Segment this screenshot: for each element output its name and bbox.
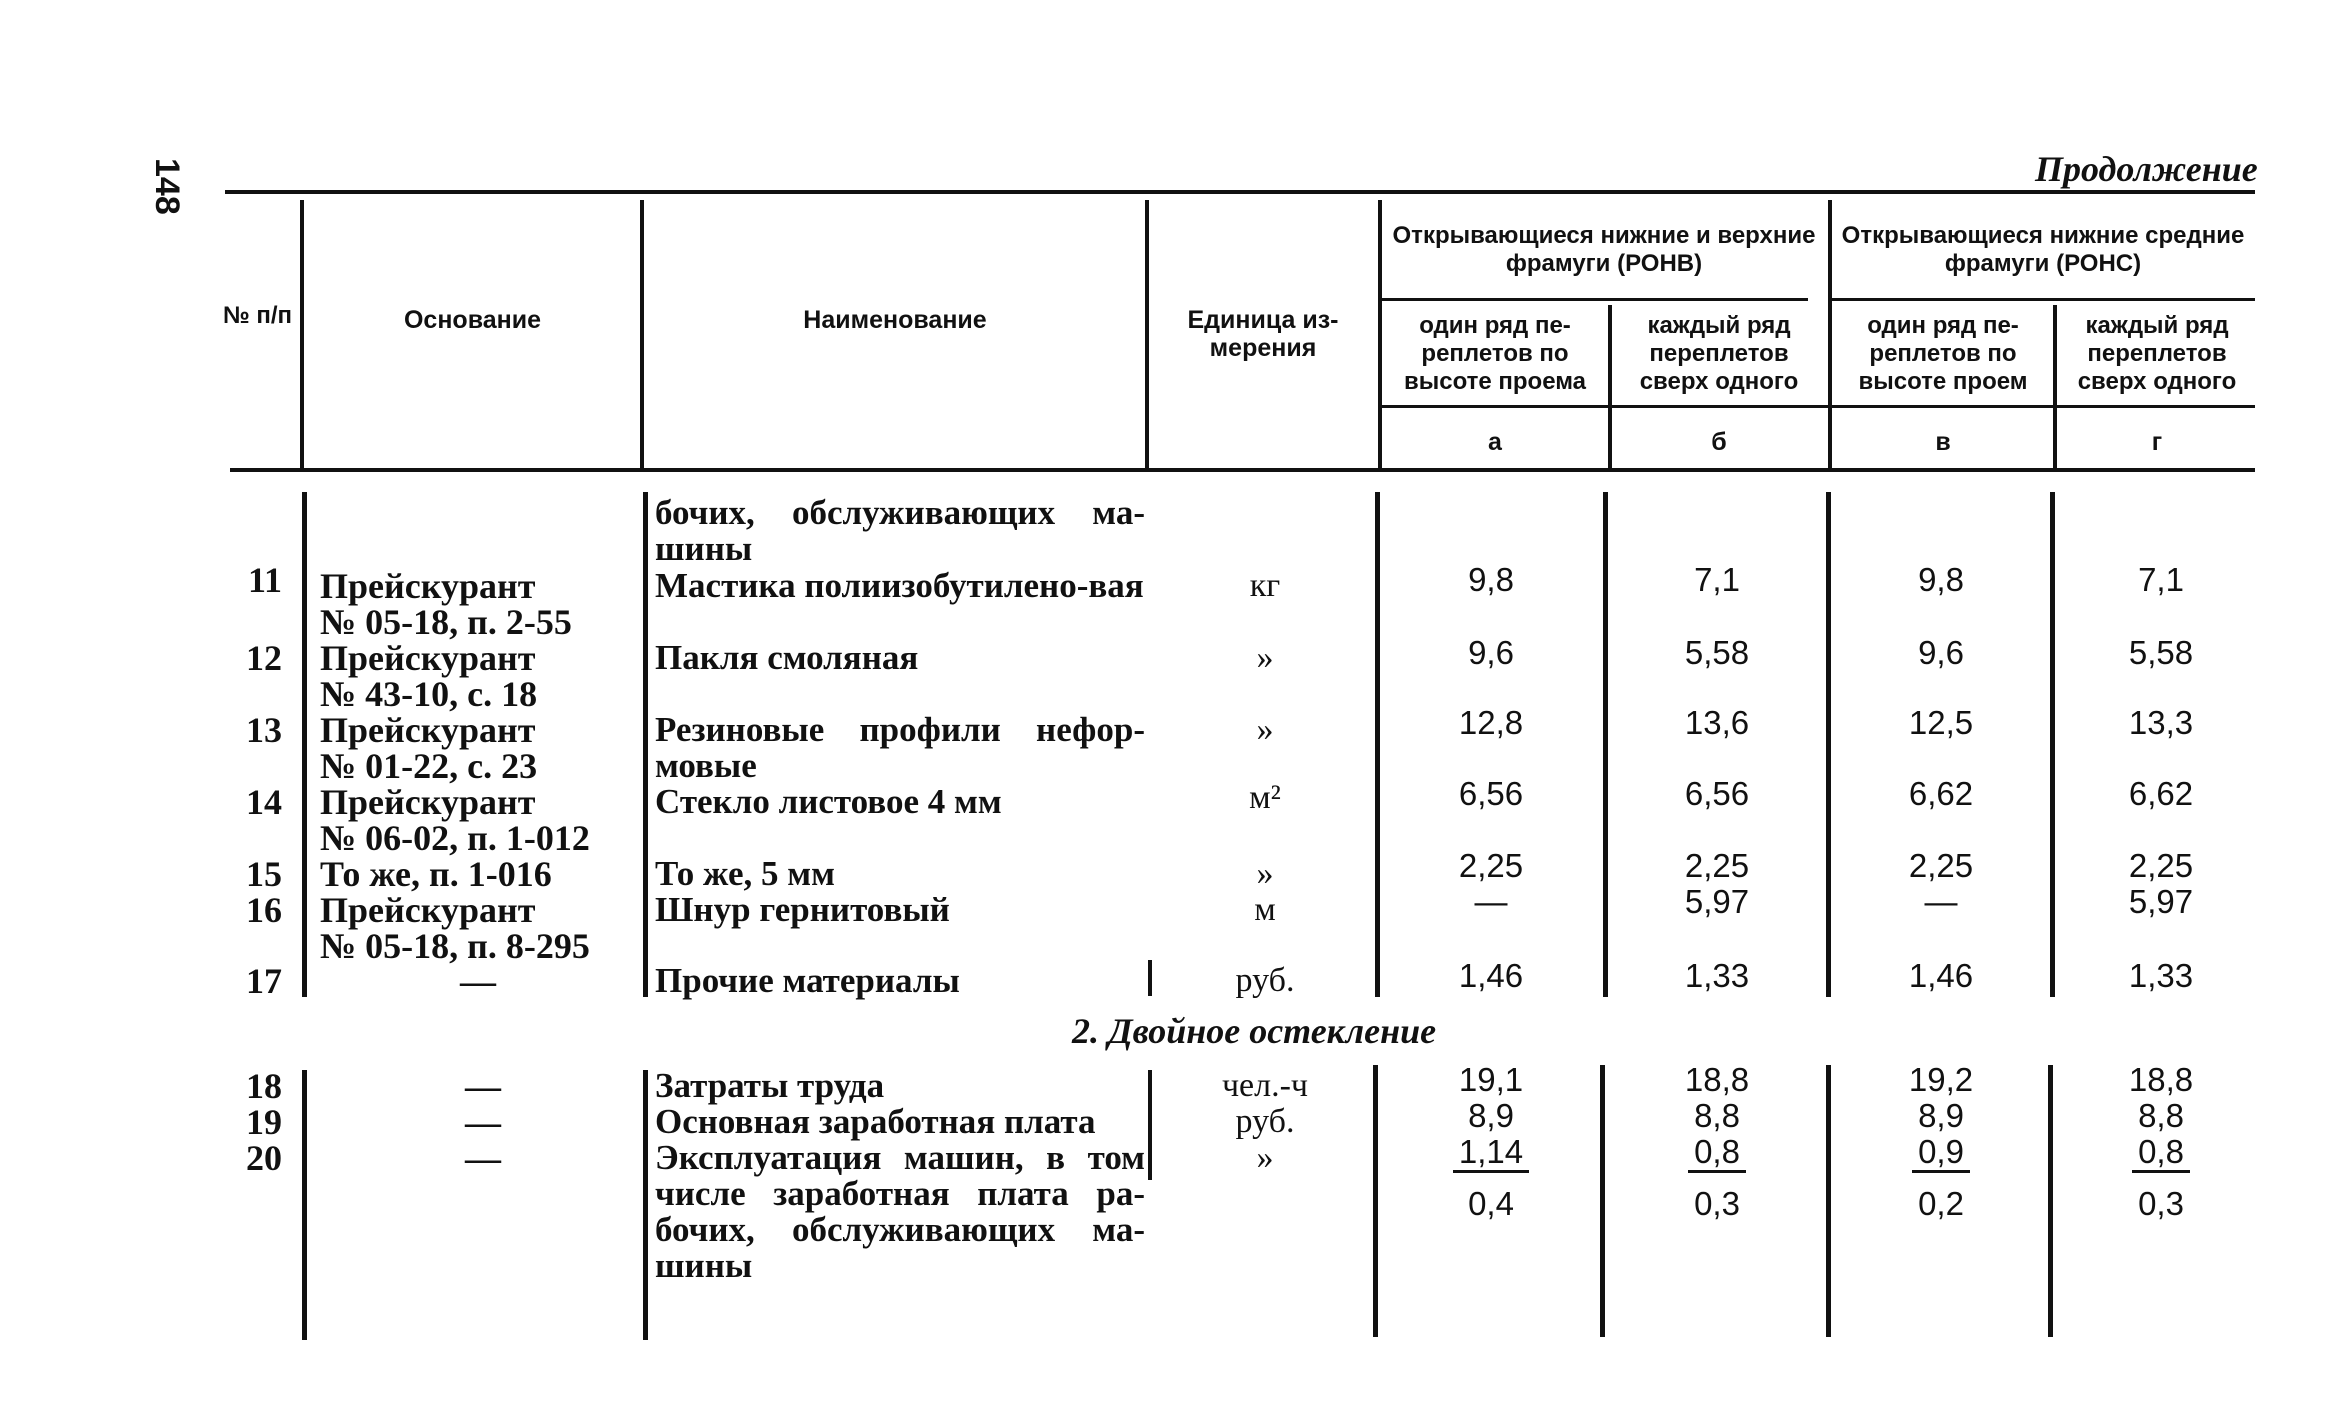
- value-c: 9,8: [1918, 561, 1964, 598]
- row-number: 13: [246, 710, 282, 750]
- body-divider: [2050, 492, 2055, 997]
- value-b: 13,6: [1684, 704, 1750, 741]
- top-rule: [225, 190, 2255, 194]
- value-b: 18,8: [1684, 1061, 1750, 1098]
- value-b: 2,25: [1684, 847, 1750, 884]
- header-naimenovanie: Наименование: [803, 306, 987, 334]
- row-osnovanie: —: [465, 1102, 501, 1142]
- row-number: 16: [246, 890, 282, 930]
- header-col-b: б: [1711, 428, 1727, 456]
- value-a: 6,56: [1458, 775, 1524, 812]
- row-number: 12: [246, 638, 282, 678]
- body-divider: [302, 1070, 307, 1340]
- row-osnovanie-ref: № 01-22, с. 23: [320, 746, 538, 786]
- value-a-denominator: 0,4: [1468, 1185, 1514, 1222]
- value-b-denominator: 0,3: [1694, 1185, 1740, 1222]
- row-name: Основная заработная плата: [655, 1102, 1096, 1141]
- header-col-c: в: [1935, 428, 1951, 456]
- row-unit: чел.-ч: [1221, 1067, 1309, 1104]
- header-bottom-rule: [230, 468, 2255, 472]
- value-d: 7,1: [2138, 561, 2184, 598]
- row-number: 17: [246, 961, 282, 1001]
- row-unit: »: [1256, 711, 1274, 748]
- body-divider: [1603, 492, 1608, 997]
- value-c: 12,5: [1908, 704, 1974, 741]
- body-divider: [1826, 1065, 1831, 1337]
- row-unit: руб.: [1235, 962, 1295, 999]
- row-name: Шнур гернитовый: [655, 890, 950, 929]
- header-divider: [300, 200, 304, 468]
- header-sub-c: один ряд пе-реплетов по высоте проем: [1858, 312, 2028, 395]
- header-sub-rule: [1832, 298, 2255, 301]
- value-a: 12,8: [1458, 704, 1524, 741]
- value-b: 1,33: [1684, 957, 1750, 994]
- header-sub-b: каждый ряд переплетов сверх одного: [1639, 312, 1799, 395]
- value-b: 5,58: [1684, 634, 1750, 671]
- row-osnovanie: Прейскурант: [320, 710, 536, 750]
- row-osnovanie: Прейскурант: [320, 782, 536, 822]
- section-title: 2. Двойное остекление: [1072, 1011, 1437, 1051]
- value-c: —: [1924, 883, 1958, 920]
- row-osnovanie: Прейскурант: [320, 566, 536, 606]
- row-name: Прочие материалы: [655, 961, 960, 1000]
- body-divider: [643, 492, 648, 997]
- value-d-denominator: 0,3: [2138, 1185, 2184, 1222]
- row-name: Стекло листовое 4 мм: [655, 782, 1002, 821]
- row-unit: »: [1256, 639, 1274, 676]
- value-d-top: 0,8: [2132, 1134, 2190, 1173]
- row-osnovanie: —: [460, 961, 496, 1001]
- value-b-numerator: [1642, 1134, 1792, 1173]
- value-a: 19,1: [1458, 1061, 1524, 1098]
- row-number: 14: [246, 782, 282, 822]
- value-c: 8,9: [1918, 1097, 1964, 1134]
- value-a-numerator: [1416, 1134, 1566, 1173]
- row-number: 20: [246, 1138, 282, 1178]
- value-c-denominator: 0,2: [1918, 1185, 1964, 1222]
- row-osnovanie-ref: № 43-10, с. 18: [320, 674, 538, 714]
- row-osnovanie: Прейскурант: [320, 638, 536, 678]
- row-osnovanie-ref: № 05-18, п. 2-55: [320, 602, 572, 642]
- body-divider: [643, 1070, 648, 1340]
- value-b: 7,1: [1694, 561, 1740, 598]
- row-name: Пакля смоляная: [655, 638, 919, 677]
- header-sub-rule: [1382, 405, 2255, 408]
- value-b-top: 0,8: [1688, 1134, 1746, 1173]
- value-d: 18,8: [2128, 1061, 2194, 1098]
- value-d-numerator: [2086, 1134, 2236, 1173]
- body-divider: [2048, 1065, 2053, 1337]
- body-divider: [302, 492, 307, 997]
- value-c: 6,62: [1908, 775, 1974, 812]
- header-sub-a: один ряд пе-реплетов по высоте проема: [1403, 312, 1587, 395]
- header-group-rons: Открывающиеся нижние средние фрамуги (РОНС): [1841, 222, 2245, 277]
- carry-text: бочих, обслуживающих ма-шины: [655, 493, 1145, 568]
- row-name: Мастика полиизобутилено-вая: [655, 566, 1144, 605]
- row-number: 18: [246, 1066, 282, 1106]
- header-col-a: а: [1488, 428, 1502, 456]
- header-divider: [1608, 305, 1612, 468]
- header-divider: [2053, 305, 2057, 468]
- value-d: 1,33: [2128, 957, 2194, 994]
- value-c-top: 0,9: [1912, 1134, 1970, 1173]
- header-num: № п/п: [222, 302, 293, 329]
- value-b: 6,56: [1684, 775, 1750, 812]
- value-b: 8,8: [1694, 1097, 1740, 1134]
- header-sub-rule: [1382, 298, 1808, 301]
- row-osnovanie: То же, п. 1-016: [320, 854, 552, 894]
- value-c-numerator: [1866, 1134, 2016, 1173]
- row-name: Резиновые профили нефор-мовые: [655, 710, 1145, 785]
- row-number: 11: [247, 560, 282, 600]
- value-d: 13,3: [2128, 704, 2194, 741]
- row-name: Эксплуатация машин, в том числе заработная плата ра-бочих, обслуживающих ма-шины: [655, 1138, 1145, 1285]
- header-edinica: Единица из-мерения: [1187, 306, 1339, 362]
- page-number: 148: [148, 158, 186, 215]
- header-col-d: г: [2151, 428, 2163, 456]
- value-d: 2,25: [2128, 847, 2194, 884]
- value-d: 5,97: [2128, 883, 2194, 920]
- value-a: —: [1474, 883, 1508, 920]
- continuation-label: Продолжение: [2035, 149, 2258, 189]
- value-a-top: 1,14: [1453, 1134, 1529, 1173]
- row-unit: »: [1256, 855, 1274, 892]
- row-unit: кг: [1249, 567, 1281, 604]
- body-divider: [1600, 1065, 1605, 1337]
- header-divider: [1145, 200, 1149, 468]
- value-d: 5,58: [2128, 634, 2194, 671]
- row-number: 19: [246, 1102, 282, 1142]
- value-a: 1,46: [1458, 957, 1524, 994]
- row-unit: »: [1256, 1139, 1274, 1176]
- row-osnovanie-ref: № 05-18, п. 8-295: [320, 926, 590, 966]
- value-c: 2,25: [1908, 847, 1974, 884]
- row-unit: руб.: [1235, 1103, 1295, 1140]
- value-a: 2,25: [1458, 847, 1524, 884]
- header-sub-d: каждый ряд переплетов сверх одного: [2077, 312, 2237, 395]
- row-name: То же, 5 мм: [655, 854, 835, 893]
- body-divider: [1826, 492, 1831, 997]
- row-unit: м²: [1249, 779, 1281, 816]
- value-c: 1,46: [1908, 957, 1974, 994]
- header-divider: [1828, 200, 1832, 468]
- value-a: 8,9: [1468, 1097, 1514, 1134]
- value-c: 9,6: [1918, 634, 1964, 671]
- value-a: 9,6: [1468, 634, 1514, 671]
- value-d: 6,62: [2128, 775, 2194, 812]
- value-a: 9,8: [1468, 561, 1514, 598]
- row-osnovanie: Прейскурант: [320, 890, 536, 930]
- header-group-ronv: Открывающиеся нижние и верхние фрамуги (РОНВ): [1392, 222, 1816, 277]
- row-number: 15: [246, 854, 282, 894]
- row-unit: м: [1254, 891, 1276, 928]
- header-osnovanie: Основание: [403, 306, 542, 334]
- row-osnovanie-ref: № 06-02, п. 1-012: [320, 818, 590, 858]
- value-c: 19,2: [1908, 1061, 1974, 1098]
- header-divider: [1378, 200, 1382, 468]
- value-d: 8,8: [2138, 1097, 2184, 1134]
- row-osnovanie: —: [465, 1138, 501, 1178]
- row-name: Затраты труда: [655, 1066, 885, 1105]
- value-b: 5,97: [1684, 883, 1750, 920]
- row-osnovanie: —: [465, 1066, 501, 1106]
- header-divider: [640, 200, 644, 468]
